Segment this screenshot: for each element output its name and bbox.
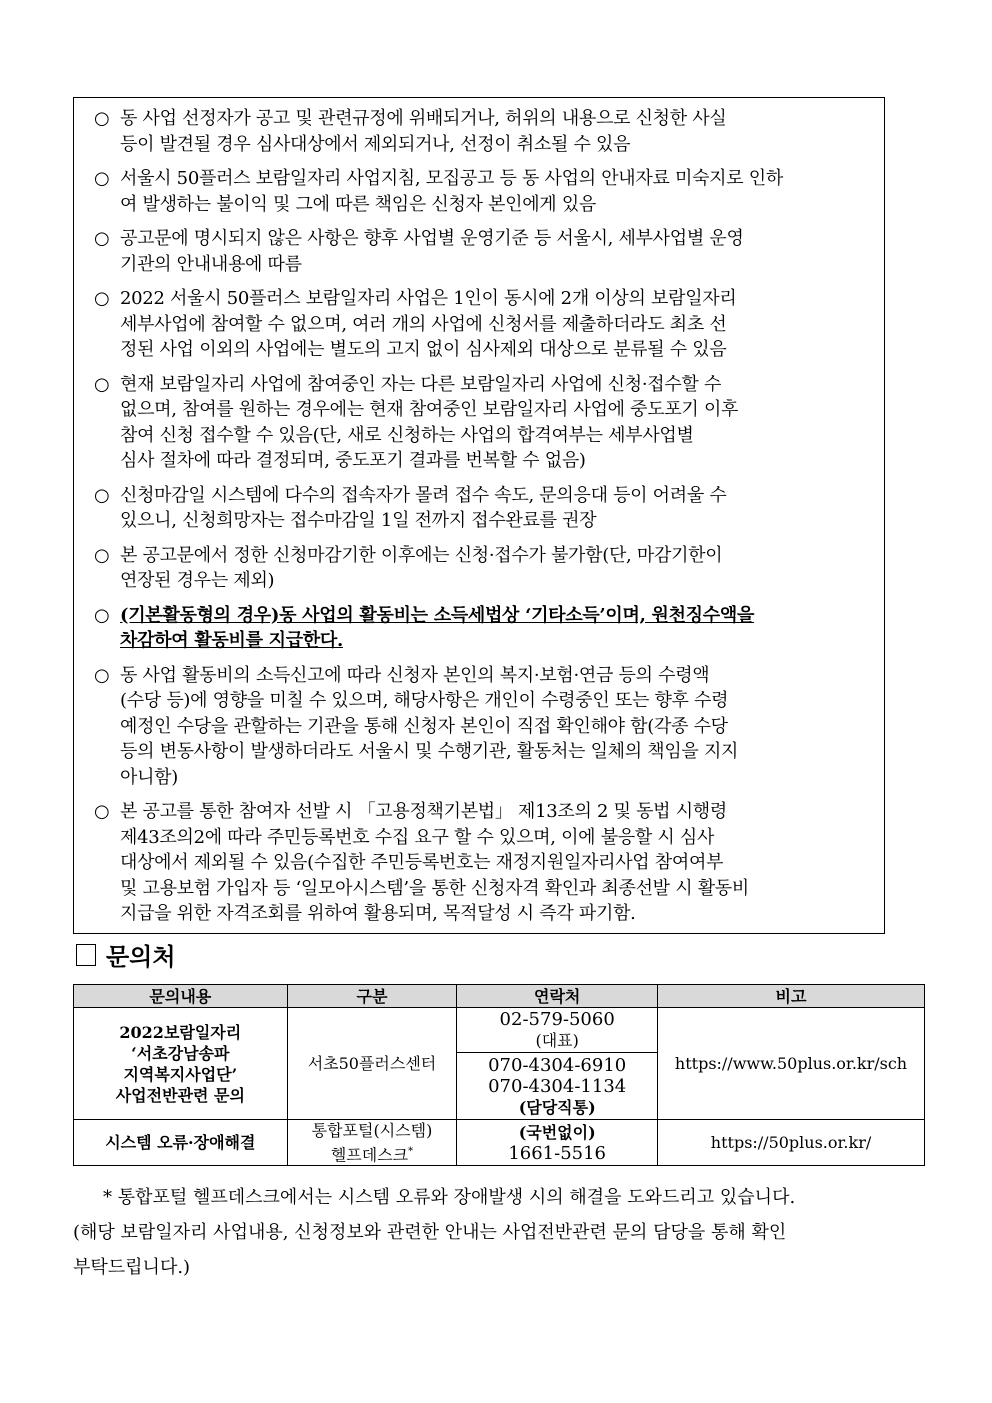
notice-line: 등의 변동사항이 발생하더라도 서울시 및 수행기관, 활동처는 일체의 책임을 지지 xyxy=(120,741,739,762)
circle-bullet-icon: ○ xyxy=(94,484,110,506)
header-note: 비고 xyxy=(658,985,925,1008)
footnote-line: * 통합포털 헬프데스크에서는 시스템 오류와 장애발생 시의 해결을 도와드리고 있습니다. xyxy=(103,1187,796,1208)
contact-table xyxy=(73,984,925,1166)
header-inquiry: 문의내용 xyxy=(74,985,288,1008)
notice-line: (기본활동형의 경우)동 사업의 활동비는 소득세법상 ‘기타소득’이며, 원천징수액을 xyxy=(120,604,755,626)
phone-number: 1661-5516 xyxy=(508,1142,607,1164)
notice-line: 동 사업 활동비의 소득신고에 따라 신청자 본인의 복지·보험·연금 등의 수령액 xyxy=(120,664,710,686)
phone-number: 02-579-5060 xyxy=(499,1009,615,1030)
contact-cell xyxy=(457,1053,658,1120)
notice-item xyxy=(94,543,876,594)
circle-bullet-icon: ○ xyxy=(94,801,110,822)
notice-line: 제43조의2에 따라 주민등록번호 수집 요구 할 수 있으며, 이에 불응할 시 심사 xyxy=(120,826,715,848)
note-cell[interactable]: https://www.50plus.or.kr/sch xyxy=(658,1008,925,1120)
notice-line: 연장된 경우는 제외) xyxy=(120,570,275,591)
category-cell xyxy=(287,1120,457,1166)
circle-bullet-icon: ○ xyxy=(94,664,110,686)
contact-cell xyxy=(457,1008,658,1053)
notice-line: 아니함) xyxy=(120,766,178,788)
inquiry-cell: 시스템 오류·장애해결 xyxy=(74,1120,288,1166)
circle-bullet-icon: ○ xyxy=(94,604,110,626)
notice-line: 세부사업에 참여할 수 없으며, 여러 개의 사업에 신청서를 제출하더라도 최초 선 xyxy=(120,313,727,335)
footnote-mark: * xyxy=(408,1146,414,1157)
notice-line: 기관의 안내내용에 따름 xyxy=(120,253,302,275)
notice-line: 현재 보람일자리 사업에 참여중인 자는 다른 보람일자리 사업에 신청·접수할 수 xyxy=(120,373,722,395)
section-title: 문의처 xyxy=(106,942,176,971)
phone-label: (대표) xyxy=(535,1031,579,1050)
notice-line: 예정인 수당을 관할하는 기관을 통해 신청자 본인이 직접 확인해야 함(각종 수당 xyxy=(120,715,728,737)
circle-bullet-icon: ○ xyxy=(94,108,110,129)
category-cell: 서초50플러스센터 xyxy=(287,1008,457,1120)
circle-bullet-icon: ○ xyxy=(94,168,110,189)
contact-cell xyxy=(457,1120,658,1166)
category-text: 헬프데스크 xyxy=(330,1145,409,1165)
note-cell[interactable]: https://50plus.or.kr/ xyxy=(658,1120,925,1166)
phone-number: 070-4304-1134 xyxy=(488,1075,627,1097)
header-category: 구분 xyxy=(287,985,457,1008)
circle-bullet-icon: ○ xyxy=(94,544,110,566)
notice-line: 대상에서 제외될 수 있음(수집한 주민등록번호는 재정지원일자리사업 참여여부 xyxy=(120,852,724,873)
footnotes xyxy=(73,1180,913,1285)
square-bullet-icon xyxy=(76,944,96,966)
notice-item xyxy=(94,106,876,157)
notice-item xyxy=(94,166,876,217)
inquiry-line: 2022보람일자리 xyxy=(119,1022,242,1042)
notice-item xyxy=(94,372,876,474)
table-header-row xyxy=(74,985,925,1008)
table-row xyxy=(74,1008,925,1053)
phone-number: 070-4304-6910 xyxy=(488,1054,627,1076)
notice-line: 본 공고문에서 정한 신청마감기한 이후에는 신청·접수가 불가함(단, 마감기한이 xyxy=(120,544,723,566)
circle-bullet-icon: ○ xyxy=(94,288,110,309)
category-line: 통합포털(시스템) xyxy=(311,1121,433,1140)
notice-line: (수당 등)에 영향을 미칠 수 있으며, 해당사항은 개인이 수령중인 또는 향후 수령 xyxy=(120,690,729,711)
section-heading xyxy=(76,937,176,972)
notice-box xyxy=(73,97,885,934)
notice-item xyxy=(94,799,876,927)
notice-item xyxy=(94,663,876,791)
notice-line: 신청마감일 시스템에 다수의 접속자가 몰려 접수 속도, 문의응대 등이 어려울 수 xyxy=(120,484,727,506)
notice-line: 있으니, 신청희망자는 접수마감일 1일 전까지 접수완료를 권장 xyxy=(120,510,597,531)
inquiry-line: 사업전반관련 문의 xyxy=(115,1085,245,1105)
notice-line: 참여 신청 접수할 수 있음(단, 새로 신청하는 사업의 합격여부는 세부사업별 xyxy=(120,424,694,446)
notice-item xyxy=(94,226,876,277)
notice-line: 차감하여 활동비를 지급한다. xyxy=(120,630,343,651)
inquiry-line: 지역복지사업단’ xyxy=(123,1064,238,1084)
notice-item xyxy=(94,483,876,534)
notice-line: 등이 발견될 경우 심사대상에서 제외되거나, 선정이 취소될 수 있음 xyxy=(120,133,631,155)
inquiry-line: ‘서초강남송파 xyxy=(131,1043,230,1063)
notice-line: 여 발생하는 불이익 및 그에 따른 책임은 신청자 본인에게 있음 xyxy=(120,193,596,215)
notice-item xyxy=(94,603,876,654)
notice-line: 없으며, 참여를 원하는 경우에는 현재 참여중인 보람일자리 사업에 중도포기 이후 xyxy=(120,399,739,420)
footnote-line: (해당 보람일자리 사업내용, 신청정보와 관련한 안내는 사업전반관련 문의 담당을 통해 확인 xyxy=(73,1222,787,1243)
inquiry-cell xyxy=(74,1008,288,1120)
circle-bullet-icon: ○ xyxy=(94,373,110,395)
notice-line: 및 고용보험 가입자 등 ‘일모아시스템’을 통한 신청자격 확인과 최종선발 시 활동비 xyxy=(120,877,749,899)
phone-label: (국번없이) xyxy=(518,1122,596,1142)
notice-line: 2022 서울시 50플러스 보람일자리 사업은 1인이 동시에 2개 이상의 보람일자리 xyxy=(120,288,737,309)
header-contact: 연락처 xyxy=(457,985,658,1008)
circle-bullet-icon: ○ xyxy=(94,228,110,249)
notice-line: 서울시 50플러스 보람일자리 사업지침, 모집공고 등 동 사업의 안내자료 미숙지로 인하 xyxy=(120,168,783,189)
notice-line: 공고문에 명시되지 않은 사항은 향후 사업별 운영기준 등 서울시, 세부사업별 운영 xyxy=(120,228,744,249)
category-line xyxy=(292,1141,453,1165)
phone-label: (담당직통) xyxy=(518,1097,596,1117)
notice-line: 정된 사업 이외의 사업에는 별도의 고지 없이 심사제외 대상으로 분류될 수 있음 xyxy=(120,339,727,360)
notice-item xyxy=(94,286,876,363)
notice-line: 동 사업 선정자가 공고 및 관련규정에 위배되거나, 허위의 내용으로 신청한 사실 xyxy=(120,108,727,129)
table-row xyxy=(74,1120,925,1166)
notice-line: 본 공고를 통한 참여자 선발 시 「고용정책기본법」 제13조의 2 및 동법 시행령 xyxy=(120,801,727,822)
footnote-line: 부탁드립니다.) xyxy=(73,1257,191,1278)
notice-line: 지급을 위한 자격조회를 위하여 활용되며, 목적달성 시 즉각 파기함. xyxy=(120,903,636,924)
notice-line: 심사 절차에 따라 결정되며, 중도포기 결과를 번복할 수 없음) xyxy=(120,450,586,471)
